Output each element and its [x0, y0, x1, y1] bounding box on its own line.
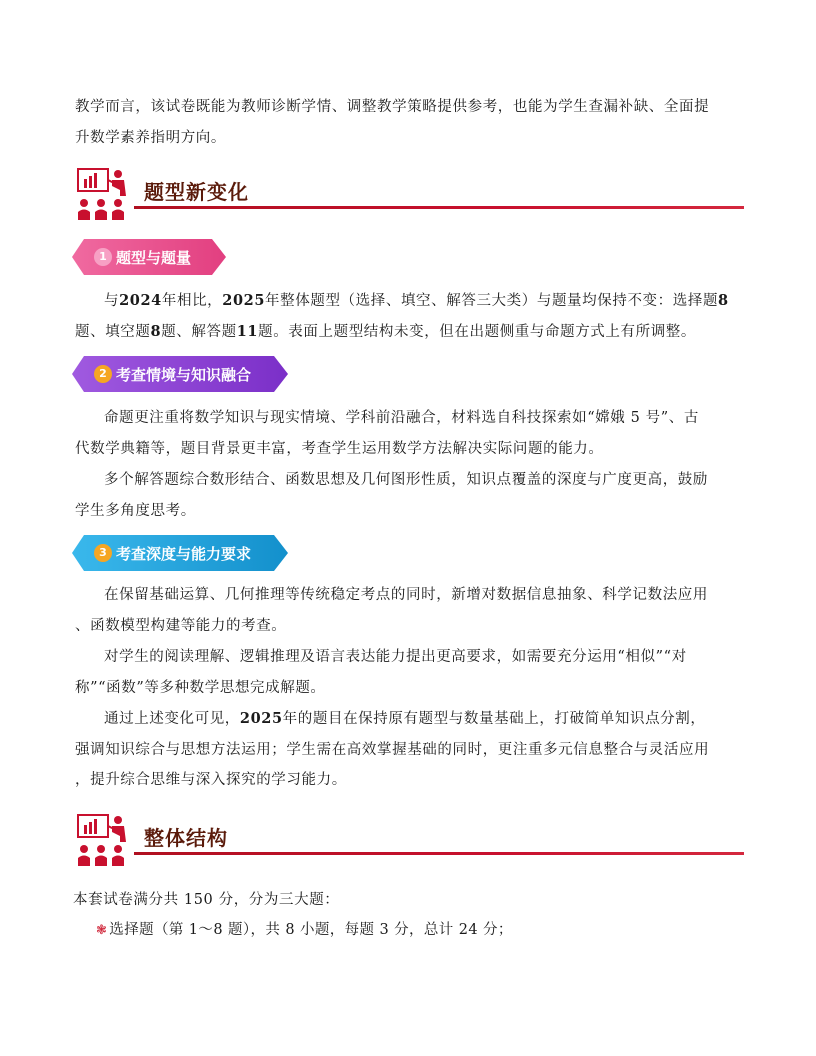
ribbon-label: 考查情境与知识融合 — [116, 366, 252, 384]
ribbon-number: 2 — [94, 365, 112, 383]
intro-line-1: 教学而言，该试卷既能为教师诊断学情、调整教学策略提供参考，也能为学生查漏补缺、全面提 — [75, 99, 710, 115]
bullet-star-icon: ❃ — [96, 923, 108, 938]
presentation-teacher-icon — [76, 166, 132, 222]
section-divider — [134, 206, 744, 209]
section-header-new-changes — [76, 166, 744, 222]
ribbon-label: 考查深度与能力要求 — [116, 545, 252, 563]
subsection-ribbon-1 — [72, 239, 228, 275]
sub3-paragraph-3: 通过上述变化可见，2025年的题目在保持原有题型与数量基础上，打破简单知识点分割， 强调知识综合与思想方法运用；学生需在高效掌握基础的同时，更注重多元信息整合与灵活应用 ，提升综合思维与深入探究的学习能力。 — [75, 710, 710, 788]
section-title: 题型新变化 — [144, 180, 249, 204]
list-item — [96, 915, 513, 946]
sub2-paragraph-1: 命题更注重将数学知识与现实情境、学科前沿融合，材料选自科技探索如“嫦娥 5 号”、古 代数学典籍等，题目背景更丰富，考查学生运用数学方法解决实际问题的能力。 — [75, 410, 699, 457]
intro-paragraph — [75, 92, 745, 153]
sub3-paragraph-1: 在保留基础运算、几何推理等传统稳定考点的同时，新增对数据信息抽象、科学记数法应用 、函数模型构建等能力的考查。 — [75, 587, 708, 634]
structure-intro: 本套试卷满分共 150 分，分为三大题： — [73, 892, 340, 908]
sub1-paragraph: 与2024年相比，2025年整体题型（选择、填空、解答三大类）与题量均保持不变：选择题8 题、填空题8题、解答题11题。表面上题型结构未变，但在出题侧重与命题方式上有所调整。 — [75, 292, 729, 340]
intro-line-2: 升数学素养指明方向。 — [75, 129, 226, 146]
subsection-ribbon-3 — [72, 535, 290, 571]
ribbon-label: 题型与题量 — [116, 249, 192, 267]
section-title: 整体结构 — [144, 826, 228, 850]
subsection-ribbon-2 — [72, 356, 290, 392]
list-item-text: 选择题（第 1～8 题），共 8 小题，每题 3 分，总计 24 分； — [109, 922, 513, 938]
section-header-overall-structure — [76, 812, 744, 868]
sub2-paragraph-2: 多个解答题综合数形结合、函数思想及几何图形性质，知识点覆盖的深度与广度更高，鼓励 学生多角度思考。 — [75, 472, 708, 519]
ribbon-number: 1 — [94, 248, 112, 266]
presentation-teacher-icon — [76, 812, 132, 868]
sub3-paragraph-2: 对学生的阅读理解、逻辑推理及语言表达能力提出更高要求，如需要充分运用“相似”“对 称”“函数”等多种数学思想完成解题。 — [75, 649, 687, 696]
ribbon-number: 3 — [94, 544, 112, 562]
section-divider — [134, 852, 744, 855]
